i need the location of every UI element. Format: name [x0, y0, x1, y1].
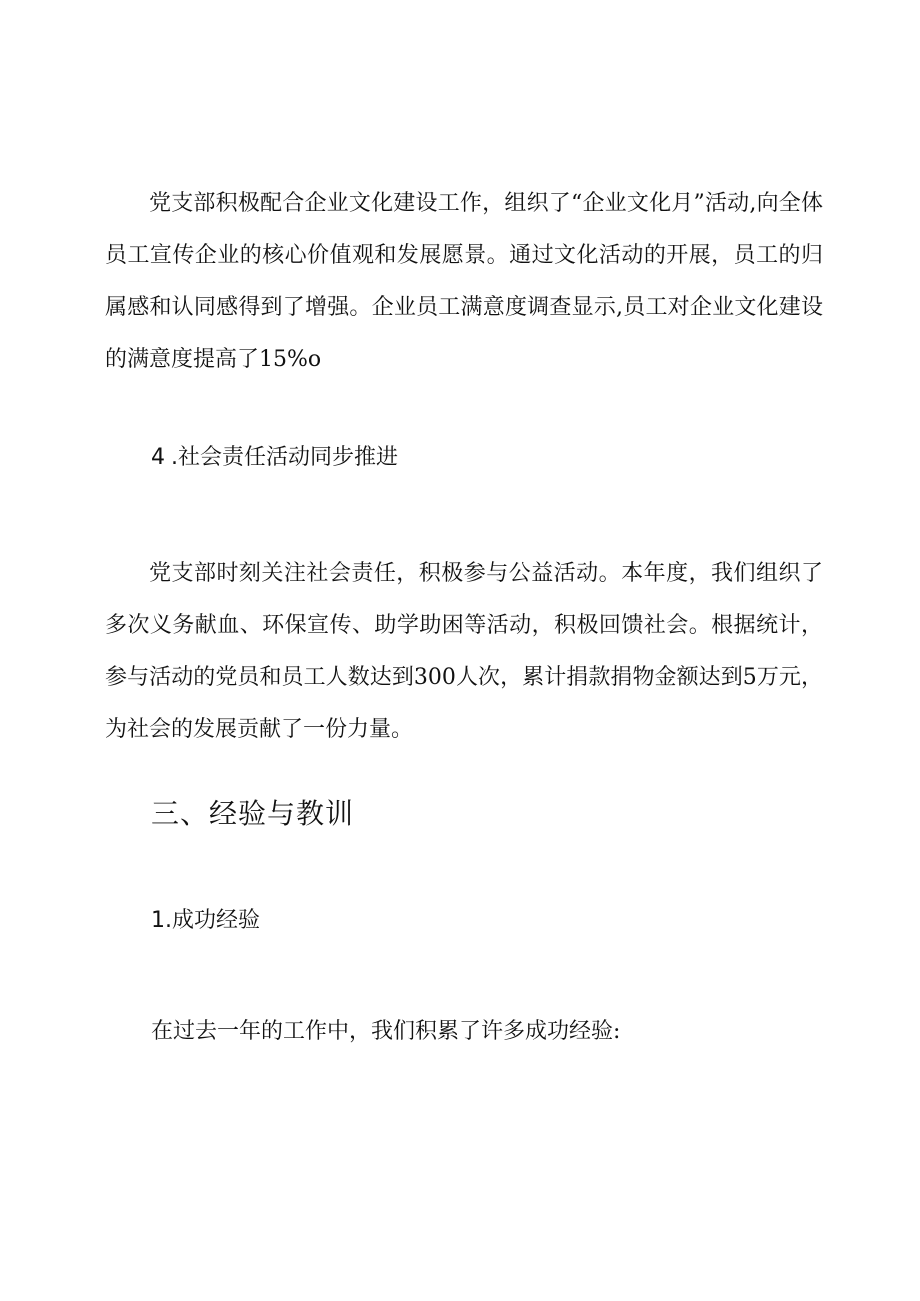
section-4-number: 4: [151, 445, 165, 470]
paragraph-social-responsibility: 党支部时刻关注社会责任，积极参与公益活动。本年度，我们组织了多次义务献血、环保宣传、助学助困等活动，积极回馈社会。根据统计，参与活动的党员和员工人数达到300人次，累计捐款捐物金额达到5万元，为社会的发展贡献了一份力量。: [105, 561, 823, 742]
section-1-heading: 1.成功经验: [151, 908, 260, 933]
chapter-3-heading: 三、经验与教训: [151, 797, 355, 830]
paragraph-success-experience: 在过去一年的工作中，我们积累了许多成功经验:: [151, 1019, 621, 1044]
section-4-heading: [151, 438, 398, 478]
section-4-title: .社会责任活动同步推进: [171, 445, 398, 470]
paragraph-corporate-culture: 党支部积极配合企业文化建设工作，组织了“企业文化月”活动,向全体员工宣传企业的核心价值观和发展愿景。通过文化活动的开展，员工的归属感和认同感得到了增强。企业员工满意度调查显示,员工对企业文化建设的满意度提高了15%o: [105, 191, 823, 372]
